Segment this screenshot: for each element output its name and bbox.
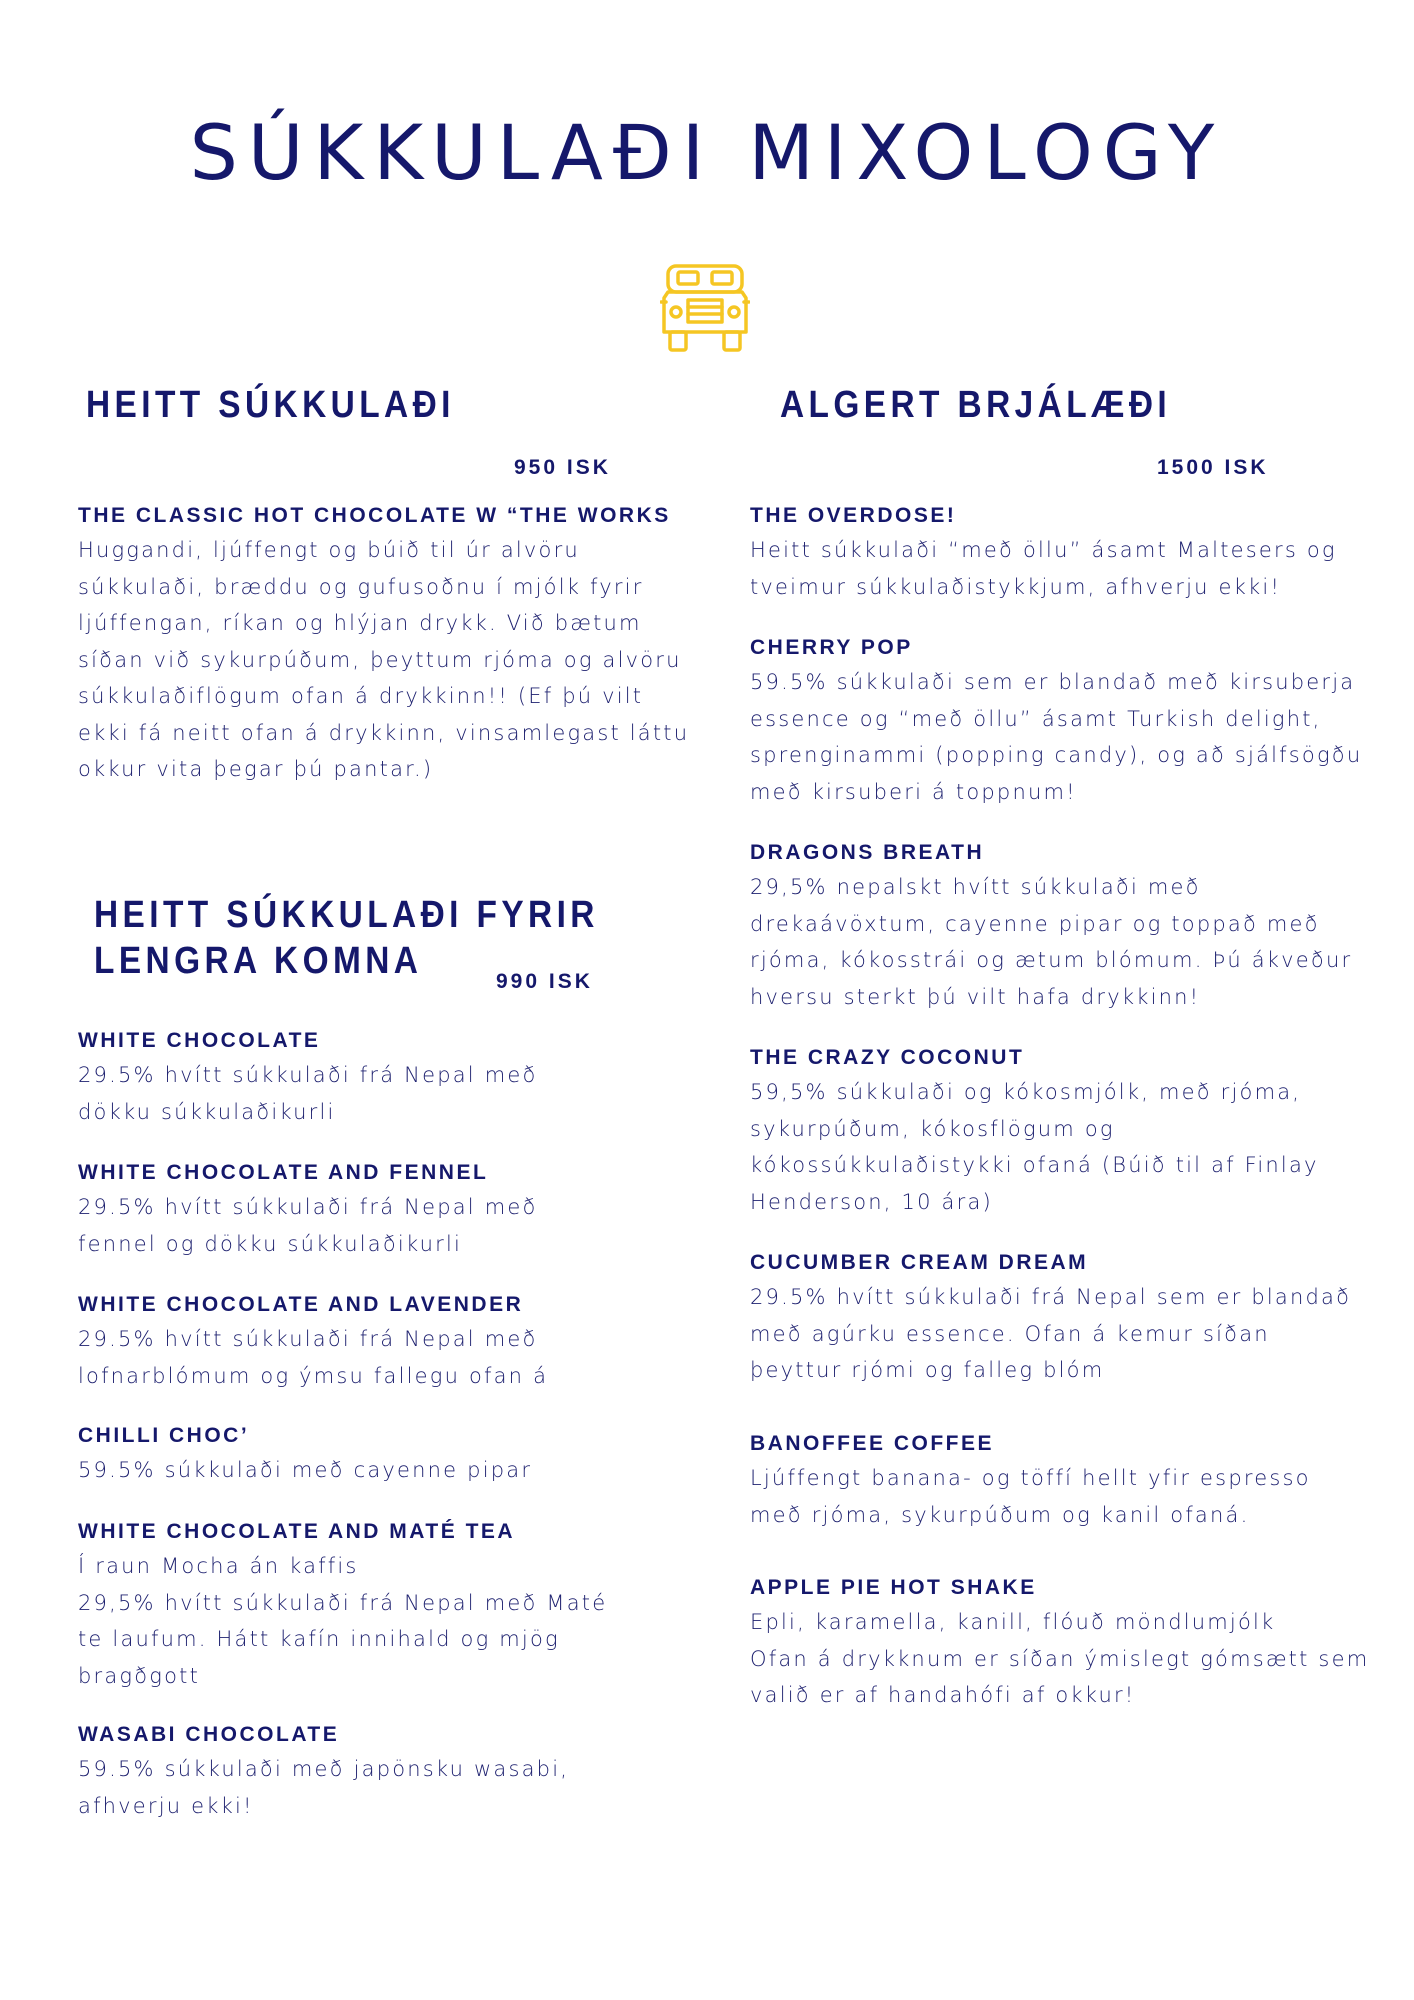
menu-item-white-chocolate <box>78 1025 538 1130</box>
item-description: Epli, karamella, kanill, flóuð möndlumjólk Ofan á drykknum er síðan ýmislegt gómsætt sem valið er af handahófi af okkur! <box>750 1610 1370 1707</box>
menu-item-white-chocolate-fennel <box>78 1157 538 1262</box>
price-brjalaedi: 1500 ISK <box>1157 456 1269 479</box>
section-heading-lengra: HEITT SÚKKULAÐI FYRIR LENGRA KOMNA <box>94 894 599 982</box>
item-description: Huggandi, ljúffengt og búið til úr alvöru súkkulaði, bræddu og gufusoðnu í mjólk fyrir ljúffengan, ríkan og hlýjan drykk. Við bætum síðan við sykurpúðum, þeyttum rjóma og alvöru súkkulaðiflögum ofan á drykkinn!! (Ef þú vilt ekki fá neitt ofan á drykkinn, vinsamlegast láttu okkur vita þegar þú pantar.) <box>78 538 690 781</box>
item-name: WASABI CHOCOLATE <box>78 1723 340 1746</box>
page-title: SÚKKULAÐI MIXOLOGY <box>189 108 1225 197</box>
item-description: Í raun Mocha án kaffis 29,5% hvítt súkkulaði frá Nepal með Maté te laufum. Hátt kafín innihald og mjög bragðgott <box>78 1554 608 1688</box>
menu-item-white-chocolate-lavender <box>78 1289 548 1394</box>
item-name: WHITE CHOCOLATE AND LAVENDER <box>78 1293 524 1316</box>
item-name: CUCUMBER CREAM DREAM <box>750 1251 1089 1274</box>
menu-item-white-chocolate-mate <box>78 1516 607 1694</box>
item-name: THE OVERDOSE! <box>750 504 957 527</box>
item-name: BANOFFEE COFFEE <box>750 1432 995 1455</box>
item-description: 29.5% hvítt súkkulaði frá Nepal með fennel og dökku súkkulaðikurli <box>78 1195 538 1256</box>
item-name: DRAGONS BREATH <box>750 841 985 864</box>
menu-item-cucumber-cream-dream <box>750 1247 1351 1389</box>
item-description: 29.5% hvítt súkkulaði frá Nepal með lofnarblómum og ýmsu fallegu ofan á <box>78 1327 549 1388</box>
menu-item-classic <box>78 500 689 788</box>
menu-item-dragons-breath <box>750 837 1352 1015</box>
item-description: 59.5% súkkulaði með japönsku wasabi, afhverju ekki! <box>78 1757 570 1818</box>
price-lengra: 990 ISK <box>496 970 593 993</box>
menu-item-chilli-choc <box>78 1420 532 1489</box>
item-description: Ljúffengt banana- og töffí hellt yfir espresso með rjóma, sykurpúðum og kanil ofaná. <box>750 1466 1311 1527</box>
item-description: 59.5% súkkulaði sem er blandað með kirsuberja essence og “með öllu” ásamt Turkish delight, sprenginammi (popping candy), og að sjálfsögðu með kirsuberi á toppnum! <box>750 670 1363 804</box>
item-description: 59,5% súkkulaði og kókosmjólk, með rjóma, sykurpúðum, kókosflögum og kókossúkkulaðistykki ofaná (Búið til af Finlay Henderson, 10 ára) <box>750 1080 1319 1214</box>
section-heading-brjalaedi: ALGERT BRJÁLÆÐI <box>780 384 1172 426</box>
item-description: 59.5% súkkulaði með cayenne pipar <box>78 1458 533 1482</box>
item-name: WHITE CHOCOLATE <box>78 1029 321 1052</box>
price-heitt: 950 ISK <box>514 456 611 479</box>
item-description: Heitt súkkulaði “með öllu” ásamt Maltesers og tveimur súkkulaðistykkjum, afhverju ekki! <box>750 538 1337 599</box>
item-name: APPLE PIE HOT SHAKE <box>750 1576 1037 1599</box>
item-name: CHILLI CHOC’ <box>78 1424 250 1447</box>
menu-item-overdose <box>750 500 1337 605</box>
menu-item-wasabi-chocolate <box>78 1719 569 1824</box>
item-name: CHERRY POP <box>750 636 913 659</box>
section-heading-heitt: HEITT SÚKKULAÐI <box>86 384 455 426</box>
menu-item-apple-pie-hot-shake <box>750 1572 1369 1714</box>
item-name: WHITE CHOCOLATE AND FENNEL <box>78 1161 489 1184</box>
menu-item-cherry-pop <box>750 632 1362 810</box>
menu-item-crazy-coconut <box>750 1042 1319 1220</box>
item-name: WHITE CHOCOLATE AND MATÉ TEA <box>78 1520 516 1543</box>
item-description: 29.5% hvítt súkkulaði frá Nepal með dökku súkkulaðikurli <box>78 1063 538 1124</box>
item-name: THE CRAZY COCONUT <box>750 1046 1025 1069</box>
item-name: THE CLASSIC HOT CHOCOLATE W “THE WORKS <box>78 504 671 527</box>
item-description: 29,5% nepalskt hvítt súkkulaði með drekaávöxtum, cayenne pipar og toppað með rjóma, kókosstrái og ætum blómum. Þú ákveður hversu sterkt þú vilt hafa drykkinn! <box>750 875 1353 1009</box>
item-description: 29.5% hvítt súkkulaði frá Nepal sem er blandað með agúrku essence. Ofan á kemur síðan þeyttur rjómi og falleg blóm <box>750 1285 1352 1382</box>
menu-item-banoffee-coffee <box>750 1428 1311 1533</box>
bus-icon <box>660 262 750 354</box>
